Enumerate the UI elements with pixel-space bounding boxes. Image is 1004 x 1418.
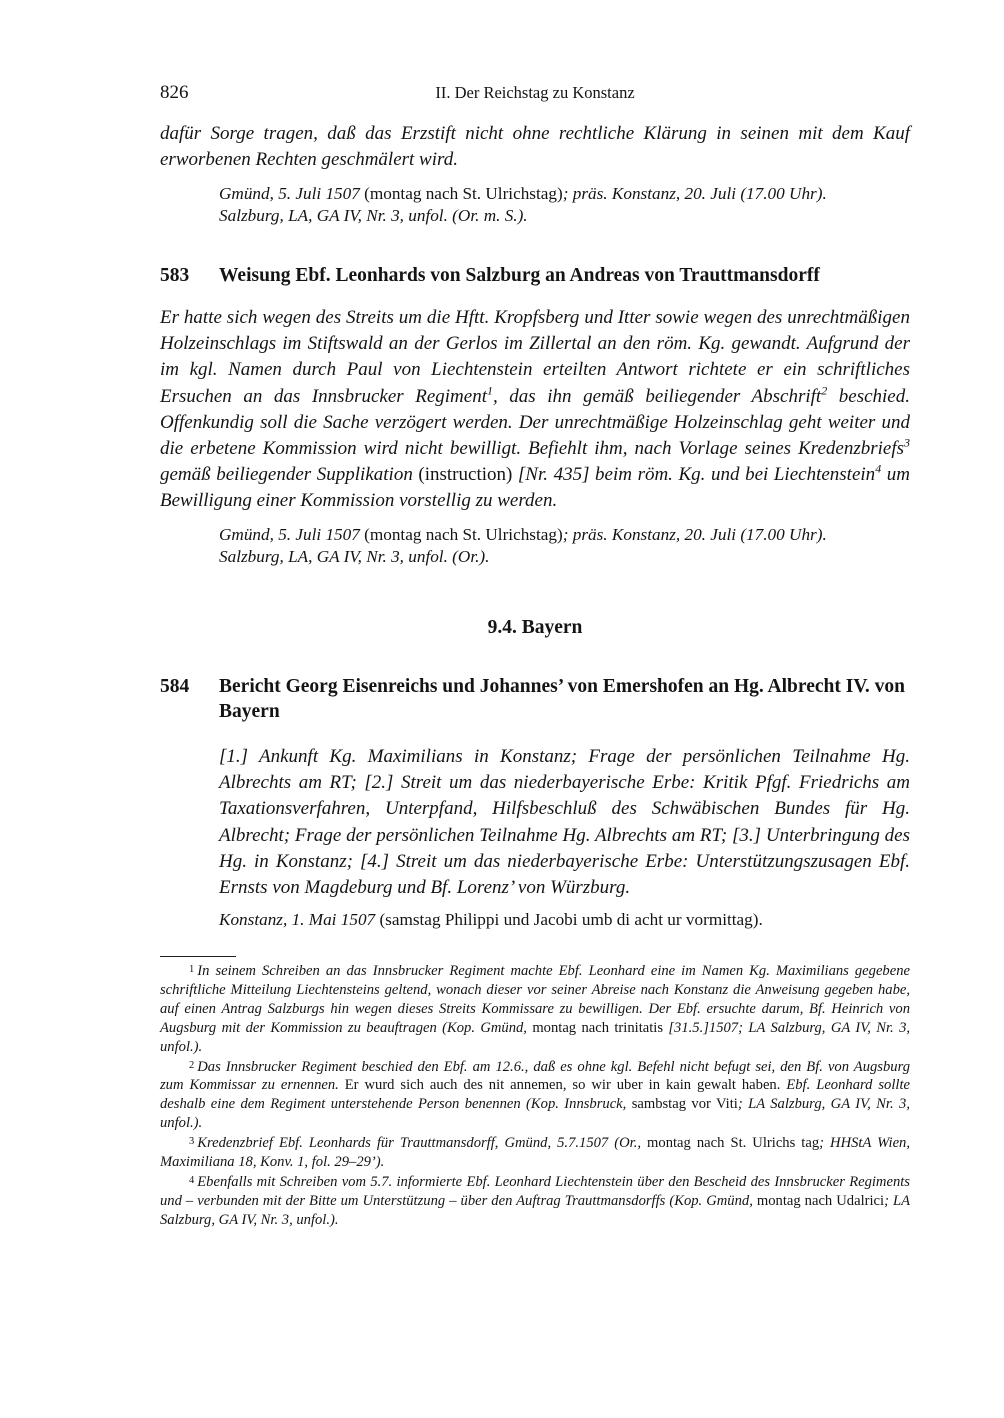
footnote-mark: 1	[189, 964, 195, 975]
summary-text: Er hatte sich wegen des Streits um die Hftt. Kropfsberg und Itter sowie wegen des unrechtmäßigen Holzeinschlags im Stiftswald an der Gerlos im Zillertal an den röm. Kg. gewandt. Aufgrund der im kgl. Namen durch Paul von Liechtenstein erteilten Antwort richtete er ein schriftliches Ersuchen an das Innsbrucker Regiment	[160, 307, 910, 407]
footnote-ref-4: 4	[875, 461, 882, 476]
summary-text: [Nr. 435] beim röm. Kg. und bei Liechtenstein	[517, 464, 876, 486]
footnote-4	[160, 1172, 910, 1230]
entry-title: Weisung Ebf. Leonhards von Salzburg an Andreas von Trauttmansdorff	[219, 265, 820, 286]
footnote-text: Das Innsbrucker Regiment beschied den Ebf. am 12.6., daß es ohne kgl. Befehl nicht befugt sei, den Bf. von Augsburg zum Kommissar zu ernennen.	[160, 1058, 910, 1094]
footnote-quote: montag nach St. Ulrichs tag	[641, 1135, 820, 1152]
page-header	[160, 82, 910, 106]
summary-text: um Bewilligung einer Kommission vorstellig zu werden.	[160, 464, 910, 512]
footnote-ref-3: 3	[904, 435, 910, 450]
footnote-mark: 2	[189, 1059, 195, 1071]
summary-quote: (instruction)	[412, 464, 518, 486]
footnote-quote: montag nach trinitatis	[526, 1019, 669, 1036]
previous-entry-dateline	[219, 183, 910, 227]
summary-text: gemäß beiliegender Supplikation	[160, 464, 413, 486]
section-title: 9.4. Bayern	[487, 617, 583, 638]
entry-583-heading	[160, 263, 910, 293]
entry-number: 584	[160, 676, 190, 697]
footnote-text: Ebf. Leonhard sollte deshalb eine dem Regiment unterstehende Person benennen (Kop. Innsbruck,	[160, 1077, 910, 1113]
presentation-note: ; präs. Konstanz, 20. Juli (17.00 Uhr).	[562, 525, 827, 544]
archival-source: Salzburg, LA, GA IV, Nr. 3, unfol. (Or. m. S.).	[219, 206, 528, 225]
footnote-quote: sambstag vor Viti	[626, 1096, 738, 1113]
footnote-text: Ebenfalls mit Schreiben vom 5.7. informierte Ebf. Leonhard Liechtenstein über den Bescheid des Innsbrucker Regiments und – verbunden mit der Bitte um Unterstützung – über den Auftrag Trauttmansdorffs (Kop. Gmünd,	[160, 1173, 910, 1209]
date-place: Gmünd, 5. Juli 1507	[219, 525, 360, 544]
entry-584-heading	[160, 674, 910, 728]
entry-584-dateline	[219, 909, 910, 931]
footnote-ref-2: 2	[821, 383, 828, 398]
footnote-text: [31.5.]1507; LA Salzburg, GA IV, Nr. 3, unfol.).	[160, 1019, 911, 1055]
footnote-quote: montag nach Udalrici	[752, 1192, 885, 1209]
previous-entry-summary: dafür Sorge tragen, daß das Erzstift nicht ohne rechtliche Klärung in seinen mit dem Kauf erworbenen Rechten geschmälert wird.	[160, 123, 910, 170]
date-original: (montag nach St. Ulrichstag)	[364, 525, 563, 544]
footnotes	[160, 961, 910, 1230]
summary-text: beschied. Offenkundig soll die Sache verzögert werden. Der unrechtmäßige Holzeinschlag geht weiter und die erbetene Kommission wird nicht bewilligt. Befiehlt ihm, nach Vorlage seines Kredenzbriefs	[160, 385, 910, 460]
footnote-mark: 4	[189, 1174, 195, 1186]
entry-number: 583	[160, 265, 190, 286]
footnote-text: ; LA Salzburg, GA IV, Nr. 3, unfol.).	[160, 1096, 910, 1132]
footnote-2	[160, 1057, 910, 1134]
footnote-text: In seinem Schreiben an das Innsbrucker Regiment machte Ebf. Leonhard eine im Namen Kg. Maximilians gegebene schriftliche Mitteilung Liechtensteins geltend, wonach dieser vor seiner Abreise nach Konstanz die Anweisung gegeben habe, auf einen Antrag Salzburgs hin wegen dieses Streits Kommissare zu bewilligen. Der Ebf. ersuchte darum, Bf. Heinrich von Augsburg mit der Kommission zu beauftragen (Kop. Gmünd,	[160, 963, 910, 1036]
footnote-text: Kredenzbrief Ebf. Leonhards für Trauttmansdorff, Gmünd, 5.7.1507 (Or.,	[197, 1135, 642, 1152]
entry-title: Bericht Georg Eisenreichs und Johannes’ von Emershofen an Hg. Albrecht IV. von Bayern	[219, 676, 905, 722]
date-original: (samstag Philippi und Jacobi umb di acht ur vormittag).	[375, 910, 763, 929]
footnote-separator	[160, 956, 236, 957]
archival-source: Salzburg, LA, GA IV, Nr. 3, unfol. (Or.).	[219, 547, 490, 566]
date-place: Gmünd, 5. Juli 1507	[219, 184, 360, 203]
footnote-text: ; HHStA Wien, Maximiliana 18, Konv. 1, fol. 29–29’).	[160, 1135, 910, 1171]
running-head: II. Der Reichstag zu Konstanz	[435, 83, 635, 102]
footnote-quote: Er wurd sich auch des nit annemen, so wir uber in kain gewalt haben.	[338, 1077, 787, 1094]
footnote-1	[160, 961, 910, 1057]
page-number: 826	[160, 82, 189, 103]
footnote-3	[160, 1133, 910, 1172]
footnote-text: ; LA Salzburg, GA IV, Nr. 3, unfol.).	[160, 1192, 910, 1228]
date-place: Konstanz, 1. Mai 1507	[219, 910, 376, 929]
entry-583-summary	[160, 305, 910, 515]
summary-text: , das ihn gemäß beiliegender Abschrift	[492, 385, 822, 407]
footnote-mark: 3	[189, 1136, 195, 1148]
footnote-ref-1: 1	[486, 383, 493, 398]
entry-583-dateline	[219, 524, 910, 568]
presentation-note: ; präs. Konstanz, 20. Juli (17.00 Uhr).	[562, 184, 827, 203]
entry-584-summary: [1.] Ankunft Kg. Maximilians in Konstanz; Frage der persönlichen Teilnahme Hg. Albrechts am RT; [2.] Streit um das niederbayerische Erbe: Kritik Pfgf. Friedrichs am Taxationsverfahren, Unterpfand, Hilfsbeschluß des Schwäbischen Bundes für Hg. Albrecht; Frage der persönlichen Teilnahme Hg. Albrechts am RT; [3.] Unterbringung des Hg. in Konstanz; [4.] Streit um das niederbayerische Erbe: Unterstützungszusagen Ebf. Ernsts von Magdeburg und Bf. Lorenz’ von Würzburg.	[219, 746, 910, 899]
date-original: (montag nach St. Ulrichstag)	[364, 184, 563, 203]
